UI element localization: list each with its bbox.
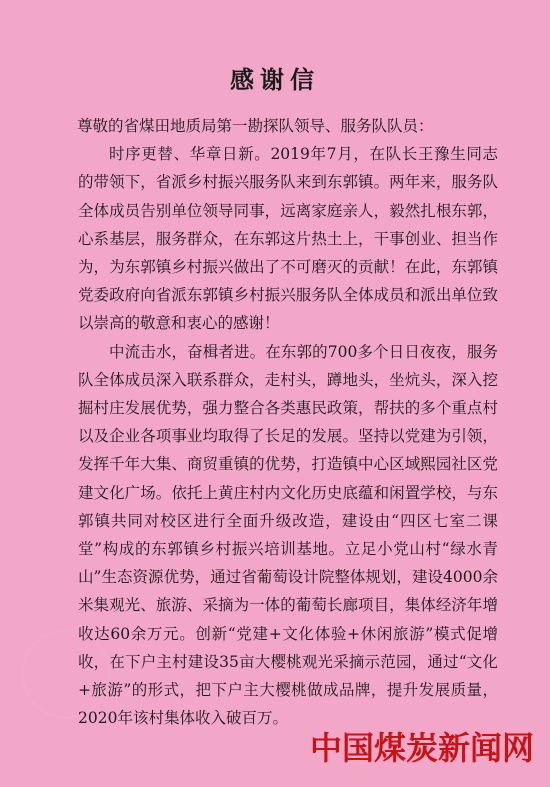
letter-greeting: 尊敬的省煤田地质局第一勘探队领导、服务队队员：	[77, 117, 434, 135]
site-watermark: 中国煤炭新闻网	[309, 729, 534, 767]
letter-body	[78, 112, 498, 732]
letter-title: 感谢信	[230, 65, 320, 94]
letter-paragraph-1: 时序更替、华章日新。2019年7月，在队长王豫生同志的带领下，省派乡村振兴服务队来到东郭镇。两年来，服务队全体成员告别单位领导同事，远离家庭亲人，毅然扎根东郭，心系基层，服务群众，在东郭这片热土上，干事创业、担当作为，为东郭镇乡村振兴做出了不可磨灭的贡献！在此，东郭镇党委政府向省派东郭镇乡村振兴服务队全体成员和派出单位致以崇高的敬意和衷心的感谢！	[78, 145, 498, 333]
letter-paragraph-2: 中流击水，奋楫者进。在东郭的700多个日日夜夜，服务队全体成员深入联系群众，走村头，蹲地头，坐炕头，深入挖掘村庄发展优势，强力整合各类惠民政策，帮扶的多个重点村以及企业各项事业均取得了长足的发展。坚持以党建为引领，发挥千年大集、商贸重镇的优势，打造镇中心区域熙园社区党建文化广场。依托上黄庄村内文化历史底蕴和闲置学校，与东郭镇共同对校区进行全面升级改造，建设由“四区七室二课堂”构成的东郭镇乡村振兴培训基地。立足小党山村“绿水青山”生态资源优势，通过省葡萄设计院整体规划，建设4000余米集观光、旅游、采摘为一体的葡萄长廊项目，集体经济年增收达60余万元。创新“党建+文化体验+休闲旅游”模式促增收，在下户主村建设35亩大樱桃观光采摘示范园，通过“文化+旅游”的形式，把下户主大樱桃做成品牌，提升发展质量，2020年该村集体收入破百万。	[78, 342, 498, 728]
